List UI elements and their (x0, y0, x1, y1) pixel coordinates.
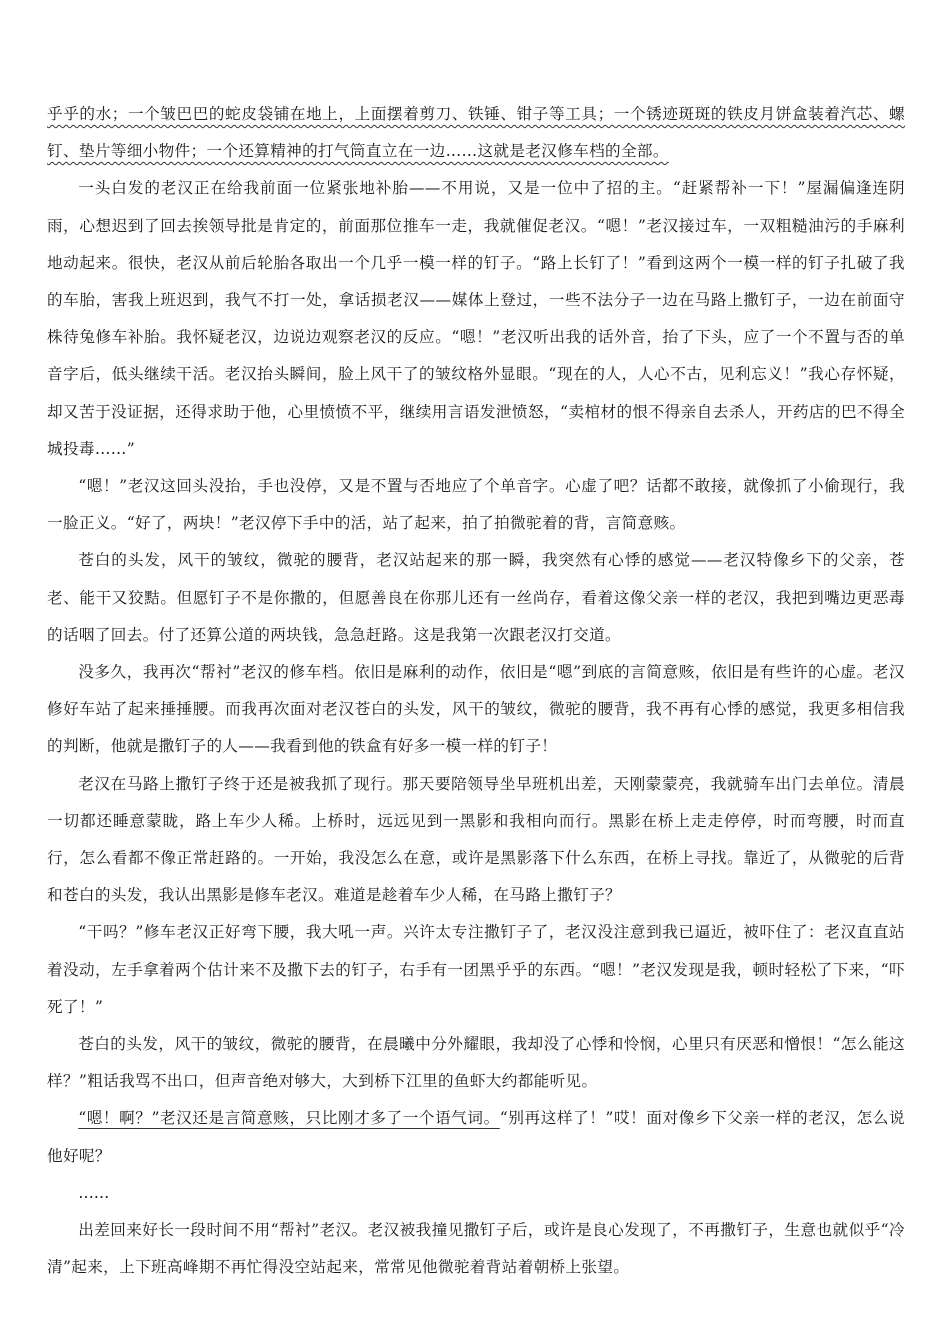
paragraph-text: 老汉在马路上撒钉子终于还是被我抓了现行。那天要陪领导坐早班机出差，天刚蒙蒙亮，我就骑车出门去单位。清晨一切都还睡意蒙眬，路上车少人稀。上桥时，远远见到一黑影和我相向而行。黑影在桥上走走停停，时而弯腰，时而直行，怎么看都不像正常赶路的。一开始，我没怎么在意，或许是黑影落下什么东西，在桥上寻找。靠近了，从微驼的后背和苍白的头发，我认出黑影是修车老汉。难道是趁着车少人稀，在马路上撒钉子？ (47, 774, 905, 905)
paragraph-text: 苍白的头发，风干的皱纹，微驼的腰背，老汉站起来的那一瞬，我突然有心悸的感觉——老汉特像乡下的父亲，苍老、能干又狡黠。但愿钉子不是你撒的，但愿善良在你那儿还有一丝尚存，看着这像父亲一样的老汉，我把到嘴边更恶毒的话咽了回去。付了还算公道的两块钱，急急赶路。这是我第一次跟老汉打交道。 (47, 551, 905, 644)
paragraph-6 (47, 914, 905, 1026)
underlined-sentence: “嗯！啊？”老汉还是言简意赅，只比刚才多了一个语气词。 (78, 1109, 500, 1128)
paragraph-text: “干吗？”修车老汉正好弯下腰，我大吼一声。兴许太专注撒钉子了，老汉没注意到我已逼近，被吓住了：老汉直直站着没动，左手拿着两个估计来不及撒下去的钉子，右手有一团黑乎乎的东西。“嗯！”老汉发现是我，顿时轻松了下来，“吓死了！” (47, 923, 905, 1016)
paragraph-text: 苍白的头发，风干的皱纹，微驼的腰背，在晨曦中分外耀眼，我却没了心悸和怜悯，心里只有厌恶和憎恨！“怎么能这样？”粗话我骂不出口，但声音绝对够大，大到桥下江里的鱼虾大约都能听见。 (47, 1035, 905, 1091)
paragraph-1 (47, 170, 905, 468)
paragraph-text: 没多久，我再次“帮衬”老汉的修车档。依旧是麻利的动作，依旧是“嗯”到底的言简意赅，依旧是有些许的心虚。老汉修好车站了起来捶捶腰。而我再次面对老汉苍白的头发，风干的皱纹，微驼的腰背，我不再有心悸的感觉，我更多相信我的判断，他就是撒钉子的人——我看到他的铁盒有好多一模一样的钉子！ (47, 663, 905, 756)
paragraph-9-ellipsis (47, 1175, 905, 1212)
paragraph-3 (47, 542, 905, 654)
paragraph-7 (47, 1026, 905, 1100)
paragraph-5 (47, 766, 905, 915)
paragraph-text: “嗯！”老汉这回头没抬，手也没停，又是不置与否地应了个单音字。心虚了吧？话都不敢接，就像抓了小偷现行，我一脸正义。“好了，两块！”老汉停下手中的活，站了起来，拍了拍微驼着的背，言简意赅。 (47, 477, 905, 533)
paragraph-4 (47, 654, 905, 766)
paragraph-2 (47, 468, 905, 542)
paragraph-10 (47, 1212, 905, 1286)
paragraph-0 (47, 96, 905, 170)
ellipsis-text: …… (78, 1183, 110, 1202)
paragraph-8 (47, 1100, 905, 1174)
paragraph-text: 出差回来好长一段时间不用“帮衬”老汉。老汉被我撞见撒钉子后，或许是良心发现了，不再撒钉子，生意也就似乎“冷清”起来，上下班高峰期不再忙得没空站起来，常常见他微驼着背站着朝桥上张望。 (47, 1221, 905, 1277)
paragraph-text: “别再这样了！”哎！面对像乡下父亲一样的老汉，怎么说他好呢？ (47, 1109, 905, 1165)
article-body (47, 96, 905, 1287)
wavy-underlined-passage: 乎乎的水；一个皱巴巴的蛇皮袋铺在地上，上面摆着剪刀、铁锤、钳子等工具；一个锈迹斑斑的铁皮月饼盒装着汽芯、螺钉、垫片等细小物件；一个还算精神的打气筒直立在一边……这就是老汉修车档的全部。 (47, 105, 905, 161)
paragraph-text: 一头白发的老汉正在给我前面一位紧张地补胎——不用说，又是一位中了招的主。“赶紧帮补一下！”屋漏偏逢连阴雨，心想迟到了回去挨领导批是肯定的，前面那位推车一走，我就催促老汉。“嗯！”老汉接过车，一双粗糙油污的手麻利地动起来。很快，老汉从前后轮胎各取出一个几乎一模一样的钉子。“路上长钉了！”看到这两个一模一样的钉子扎破了我的车胎，害我上班迟到，我气不打一处，拿话损老汉——媒体上登过，一些不法分子一边在马路上撒钉子，一边在前面守株待兔修车补胎。我怀疑老汉，边说边观察老汉的反应。“嗯！”老汉听出我的话外音，抬了下头，应了一个不置与否的单音字后，低头继续干活。老汉抬头瞬间，脸上风干了的皱纹格外显眼。“现在的人，人心不古，见利忘义！”我心存怀疑，却又苦于没证据，还得求助于他，心里愤愤不平，继续用言语发泄愤怒，“卖棺材的恨不得亲自去杀人，开药店的巴不得全城投毒……” (47, 179, 905, 458)
